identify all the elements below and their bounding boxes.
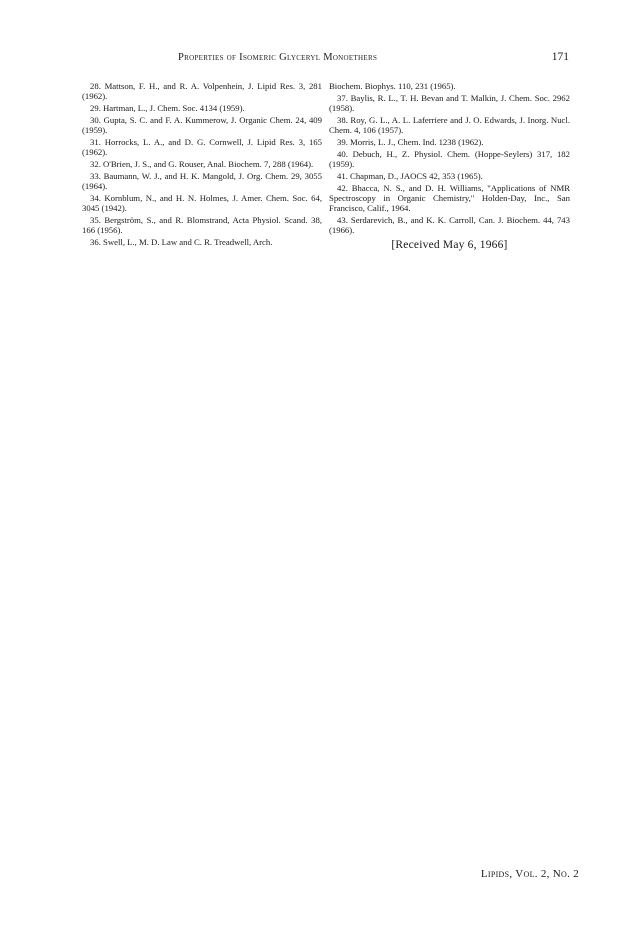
reference-item: 31. Horrocks, L. A., and D. G. Cornwell, J. Lipid Res. 3, 165 (1962). (82, 136, 322, 158)
reference-item-continued: Biochem. Biophys. 110, 231 (1965). (329, 81, 456, 91)
reference-item: 40. Debuch, H., Z. Physiol. Chem. (Hoppe-Seylers) 317, 182 (1959). (329, 148, 570, 170)
running-head (60, 52, 569, 68)
reference-item: 36. Swell, L., M. D. Law and C. R. Treadwell, Arch. (90, 237, 273, 248)
running-title: Properties of Isomeric Glyceryl Monoethers (178, 52, 378, 63)
page-number: 171 (551, 51, 569, 63)
reference-item: 42. Bhacca, N. S., and D. H. Williams, "Applications of NMR Spectroscopy in Organic Chemistry," Holden-Day, Inc., San Francisco, Calif., 1964. (329, 182, 570, 214)
received-date: [Received May 6, 1966] (391, 238, 508, 251)
reference-item: 43. Serdarevich, B., and K. K. Carroll, Can. J. Biochem. 44, 743 (1966). (329, 215, 570, 236)
reference-item: 32. O'Brien, J. S., and G. Rouser, Anal. Biochem. 7, 288 (1964). (90, 159, 314, 170)
references-column-right (329, 81, 570, 250)
reference-item: 37. Baylis, R. L., T. H. Bevan and T. Malkin, J. Chem. Soc. 2962 (1958). (329, 92, 570, 114)
references-column-left (82, 81, 322, 249)
reference-item: 28. Mattson, F. H., and R. A. Volpenhein, J. Lipid Res. 3, 281 (1962). (82, 81, 322, 102)
reference-item: 35. Bergström, S., and R. Blomstrand, Acta Physiol. Scand. 38, 166 (1956). (82, 215, 322, 236)
reference-item: 41. Chapman, D., JAOCS 42, 353 (1965). (337, 170, 483, 181)
reference-item: 39. Morris, L. J., Chem. Ind. 1238 (1962). (337, 136, 484, 147)
reference-item: 30. Gupta, S. C. and F. A. Kummerow, J. Organic Chem. 24, 409 (1959). (82, 114, 322, 136)
reference-item: 29. Hartman, L., J. Chem. Soc. 4134 (1959). (90, 103, 245, 114)
journal-footer: Lipids, Vol. 2, No. 2 (480, 868, 579, 880)
reference-item: 34. Kornblum, N., and H. N. Holmes, J. Amer. Chem. Soc. 64, 3045 (1942). (82, 192, 322, 214)
reference-item: 38. Roy, G. L., A. L. Laferriere and J. O. Edwards, J. Inorg. Nucl. Chem. 4, 106 (1957). (329, 114, 570, 136)
reference-item: 33. Baumann, W. J., and H. K. Mangold, J. Org. Chem. 29, 3055 (1964). (82, 170, 322, 192)
